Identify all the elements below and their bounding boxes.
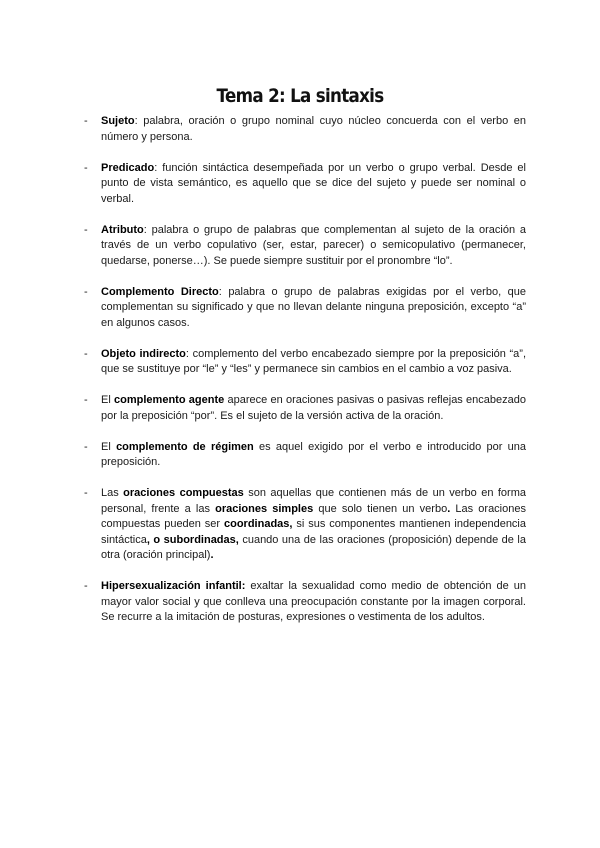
definition-text: : palabra o grupo de palabras exigidas por el verbo, que complementan su significado y que no llevan delante ninguna preposición, excepto “a” en algunos casos.	[101, 285, 526, 329]
list-bullet: -	[84, 223, 88, 236]
list-bullet: -	[84, 487, 88, 499]
definition-text: El	[101, 440, 117, 453]
term: Atributo	[101, 223, 144, 236]
definition-text: si sus componentes mantienen independencia sintáctica	[101, 518, 526, 546]
list-item	[78, 285, 526, 332]
list-bullet: -	[84, 394, 88, 406]
definition-text: exaltar la sexualidad como medio de obtención de un mayor valor social y que conlleva una preocupación constante por la imagen corporal. Se recurre a la imitación de posturas, expresiones o vestimenta de los adultos.	[101, 580, 527, 623]
term: , o subordinadas,	[146, 533, 239, 546]
definition-text: Las oraciones compuestas pueden ser	[101, 502, 526, 530]
definition-text: : complemento del verbo encabezado siempre por la preposición “a”, que se sustituye por “le” y “les” y permanece sin cambios en el cambio a voz pasiva.	[101, 347, 526, 375]
term: .	[447, 502, 451, 515]
list-item	[78, 161, 526, 208]
list-bullet: -	[84, 285, 88, 298]
list-item	[78, 579, 526, 626]
definition-list	[78, 114, 526, 641]
term: coordinadas,	[224, 518, 293, 530]
list-item	[78, 486, 526, 564]
page-title: Tema 2: La sintaxis	[216, 84, 384, 107]
list-bullet: -	[84, 440, 88, 453]
definition-text: El	[101, 394, 115, 406]
list-bullet: -	[84, 347, 88, 360]
definition-text: Las	[101, 487, 124, 499]
list-item	[78, 440, 526, 471]
list-item	[78, 223, 526, 270]
definition-text: es aquel exigido por el verbo e introducido por una preposición.	[101, 440, 526, 468]
definition-text: : palabra, oración o grupo nominal cuyo núcleo concuerda con el verbo en número y persona.	[101, 115, 526, 143]
list-item	[78, 114, 526, 145]
definition-text: son aquellas que contienen más de un verbo en forma personal, frente a las	[101, 487, 526, 515]
list-bullet: -	[84, 161, 88, 174]
list-item	[78, 393, 526, 424]
term: Complemento Directo	[101, 285, 219, 298]
term: Predicado	[101, 161, 155, 174]
term: Sujeto	[101, 115, 135, 127]
list-item	[78, 347, 526, 378]
definition-text: : palabra o grupo de palabras que complementan al sujeto de la oración a través de un verbo copulativo (ser, estar, parecer) o semicopulativo (permanecer, quedarse, ponerse…). Se puede siempre sustituir por el pronombre “lo”.	[101, 223, 526, 267]
term: .	[210, 549, 214, 561]
term: Objeto indirecto	[101, 347, 186, 360]
term: complemento agente	[114, 394, 225, 406]
term: oraciones compuestas	[123, 487, 244, 499]
list-bullet: -	[84, 580, 88, 592]
definition-text: cuando una de las oraciones (proposición) depende de la otra (oración principal)	[101, 533, 526, 561]
term: Hipersexualización infantil:	[101, 580, 246, 592]
term: oraciones simples	[215, 502, 314, 515]
definition-text: que solo tienen un verbo	[313, 502, 448, 515]
term: complemento de régimen	[116, 440, 254, 453]
definition-text: : función sintáctica desempeñada por un verbo o grupo verbal. Desde el punto de vista semántico, es aquello que se dice del sujeto y puede ser nominal o verbal.	[101, 161, 526, 205]
list-bullet: -	[84, 115, 88, 127]
definition-text: aparece en oraciones pasivas o pasivas reflejas encabezado por la preposición “por”. Es el sujeto de la versión activa de la oración.	[101, 394, 526, 422]
